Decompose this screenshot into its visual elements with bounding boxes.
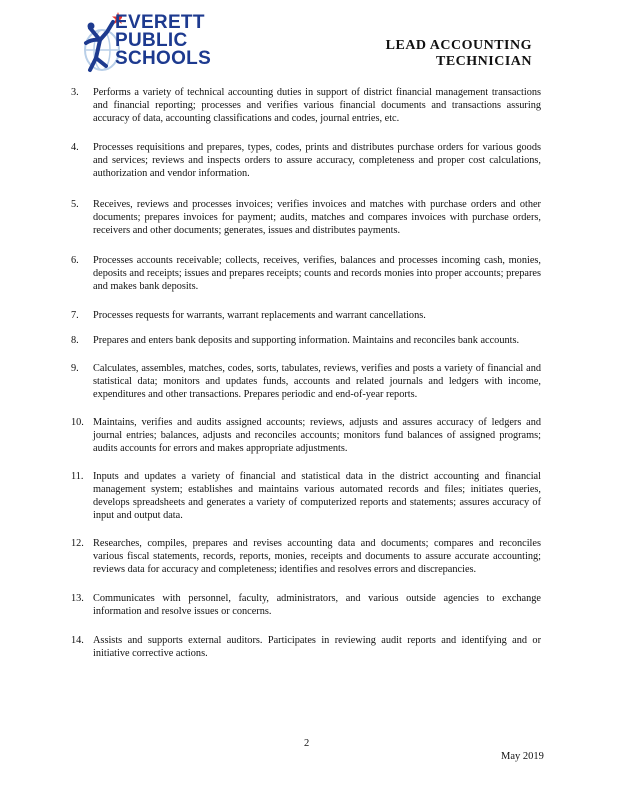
job-title-line-1: LEAD ACCOUNTING (385, 38, 532, 53)
item-number: 12. (71, 538, 84, 549)
item-text: Prepares and enters bank deposits and supporting information. Maintains and reconciles bank accounts. (93, 335, 520, 346)
list-item (71, 362, 541, 401)
item-number: 9. (71, 363, 79, 374)
item-number: 6. (71, 255, 79, 266)
item-text: Calculates, assembles, matches, codes, sorts, tabulates, reviews, verifies and posts a variety of financial and statistical data; monitors and updates funds, accounts and related journals and ledgers with income, expenditures and other transactions. Prepares periodic and end-of-year reports. (93, 363, 541, 400)
item-number: 5. (71, 199, 79, 210)
logo-line-public: PUBLIC (115, 30, 188, 51)
revision-date: May 2019 (501, 751, 544, 762)
item-text: Communicates with personnel, faculty, administrators, and various outside agencies to exchange information and resolve issues or concerns. (93, 593, 541, 617)
job-title (386, 38, 532, 70)
item-text: Processes requisitions and prepares, types, codes, prints and distributes purchase orders for various goods and services; reviews and inspects orders to assure accuracy, completeness and proper cost calculations, authorization and vendor information. (93, 142, 541, 179)
item-text: Maintains, verifies and audits assigned accounts; reviews, adjusts and assures accuracy of ledgers and journal entries; balances, adjusts and reconciles accounts; monitors fund balances of assigned programs; audits accounts for errors and makes appropriate adjustments. (93, 417, 541, 454)
logo-wordmark (115, 14, 211, 68)
item-text: Assists and supports external auditors. Participates in reviewing audit reports and identifying and or initiative corrective actions. (93, 635, 541, 659)
list-item (71, 198, 541, 237)
item-text: Researches, compiles, prepares and revises accounting data and documents; compares and reconciles various fiscal statements, records, reports, monies, receipts and documents to assure accurate accounting; reviews data for accuracy and completeness; identifies and resolves errors and discrepancies. (93, 538, 541, 575)
item-number: 11. (71, 471, 84, 482)
item-text: Performs a variety of technical accounting duties in support of district financial management transactions and financial reporting; processes and verifies various financial documents and transactions assuring accuracy of data, accounting classifications and codes, journal entries, etc. (93, 87, 541, 124)
list-item (71, 537, 541, 576)
item-number: 13. (71, 593, 84, 604)
list-item (71, 254, 541, 293)
item-number: 14. (71, 635, 84, 646)
list-item (71, 86, 541, 125)
list-item (71, 634, 541, 660)
item-number: 3. (71, 87, 79, 98)
item-text: Processes accounts receivable; collects, receives, verifies, balances and processes incoming cash, monies, deposits and receipts; issues and prepares receipts; counts and records monies into proper accounts; prepares and makes bank deposits. (93, 255, 541, 292)
list-item (71, 141, 541, 180)
list-item (71, 334, 541, 347)
duties-list (71, 86, 541, 660)
logo-line-schools: SCHOOLS (115, 48, 212, 69)
item-text: Receives, reviews and processes invoices; verifies invoices and matches with purchase orders and other documents; prepares invoices for payment; audits, matches and compares invoices with purchase orders, receivers and other documents; generates, issues and distributes payments. (93, 199, 541, 236)
item-number: 8. (71, 335, 79, 346)
list-item (71, 592, 541, 618)
item-text: Inputs and updates a variety of financial and statistical data in the district accounting and financial management system; establishes and maintains various automated records and files; initiates queries, develops spreadsheets and generates a variety of computerized reports and statements; assures accuracy of input and output data. (93, 471, 541, 521)
list-item (71, 416, 541, 455)
job-title-line-2: TECHNICIAN (435, 54, 532, 69)
page-number: 2 (304, 738, 310, 749)
list-item (71, 470, 541, 522)
item-number: 7. (71, 310, 79, 321)
district-logo (82, 10, 262, 80)
item-number: 4. (71, 142, 79, 153)
logo-line-everett: EVERETT (115, 12, 205, 33)
item-text: Processes requests for warrants, warrant replacements and warrant cancellations. (93, 310, 426, 321)
list-item (71, 309, 541, 322)
item-number: 10. (71, 417, 84, 428)
